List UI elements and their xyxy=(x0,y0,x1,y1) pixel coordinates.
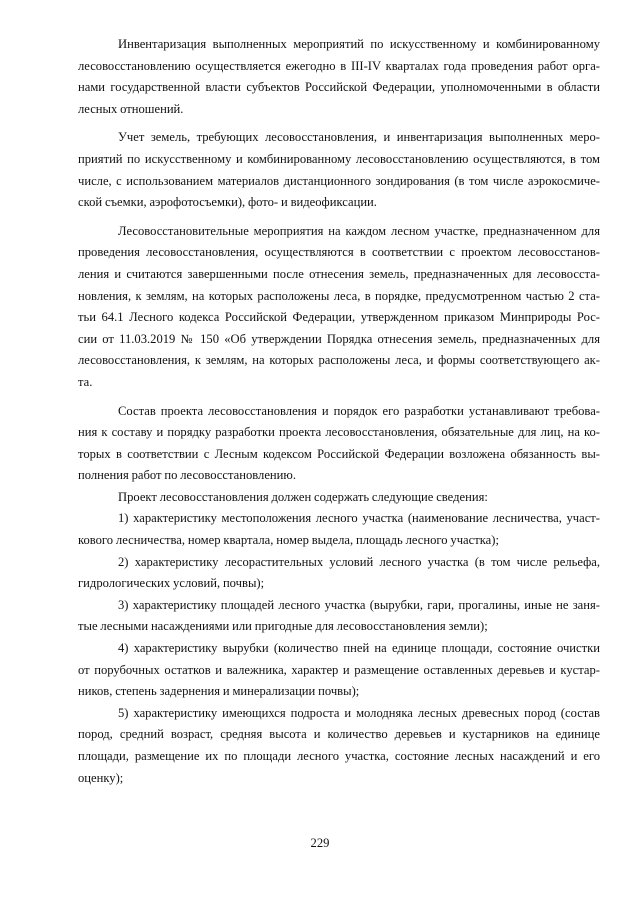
text-line: оценку); xyxy=(78,770,124,785)
text-line: пород, средний возраст, средняя высота и количество деревьев и кустарников на единице xyxy=(78,727,600,742)
paragraph-project-composition xyxy=(78,401,600,487)
paragraph-project-contents-intro xyxy=(78,487,600,509)
paragraph-inventory xyxy=(78,34,600,120)
text-line: Состав проекта лесовосстановления и порядок его разработки устанавливают требова- xyxy=(118,403,600,418)
text-line: тьи 64.1 Лесного кодекса Российской Федерации, утвержденном приказом Минприроды Рос- xyxy=(78,310,600,325)
page-number: 229 xyxy=(310,836,330,850)
text-line: лесовосстановлению осуществляется ежегодно в III-IV кварталах года проведения работ орга- xyxy=(78,58,600,73)
text-line: приятий по искусственному и комбинированному лесовосстановлению осуществляются, в том xyxy=(78,151,600,166)
text-line: 4) характеристику вырубки (количество пней на единице площади, состояние очистки xyxy=(118,641,600,656)
text-line: новления, к землям, на которых расположены леса, в порядке, предусмотренном частью 2 ста- xyxy=(78,288,600,303)
text-line: 5) характеристику имеющихся подроста и молодняка лесных древесных пород (состав xyxy=(118,705,600,720)
text-line: Учет земель, требующих лесовосстановления, и инвентаризация выполненных меро- xyxy=(118,130,600,145)
text-line: числе, с использованием материалов дистанционного зондирования (в том числе аэрокосмиче- xyxy=(78,173,600,188)
text-line: тые лесными насаждениями или пригодные для лесовосстановления земли); xyxy=(78,619,488,634)
text-line: Проект лесовосстановления должен содержать следующие сведения: xyxy=(118,489,488,504)
text-line: гидрологических условий, почвы); xyxy=(78,576,265,591)
text-line: кового лесничества, номер квартала, номер выдела, площадь лесного участка); xyxy=(78,533,499,548)
text-line: полнения работ по лесовосстановлению. xyxy=(78,468,296,483)
list-item-1 xyxy=(78,508,600,551)
text-line: Инвентаризация выполненных мероприятий по искусственному и комбинированному xyxy=(118,37,600,51)
list-item-4 xyxy=(78,638,600,703)
text-line: ской съемки, аэрофотосъемки), фото- и видеофиксации. xyxy=(78,195,377,210)
text-line: ния к составу и порядку разработки проекта лесовосстановления, обязательные для лиц, на ко- xyxy=(78,425,600,440)
text-line: сии от 11.03.2019 № 150 «Об утверждении Порядка отнесения земель, предназначенных для xyxy=(78,331,600,346)
text-line: торых в соответствии с Лесным кодексом Российской Федерации возложена обязанность вы- xyxy=(78,446,600,461)
text-line: ников, степень задернения и минерализации почвы); xyxy=(78,684,360,699)
list-item-3 xyxy=(78,595,600,638)
text-line: 1) характеристику местоположения лесного участка (наименование лесничества, участ- xyxy=(118,511,600,526)
list-item-5 xyxy=(78,703,600,789)
list-item-2 xyxy=(78,552,600,595)
text-line: от порубочных остатков и валежника, характер и размещение оставленных деревьев и кустар- xyxy=(78,662,600,677)
text-line: 3) характеристику площадей лесного участка (вырубки, гари, прогалины, иные не заня- xyxy=(118,597,600,612)
text-line: Лесовосстановительные мероприятия на каждом лесном участке, предназначенном для xyxy=(118,223,600,238)
paragraph-land-accounting xyxy=(78,127,600,213)
text-line: 2) характеристику лесорастительных условий лесного участка (в том числе рельефа, xyxy=(118,554,600,569)
text-line: ления и считаются завершенными после отнесения земель, предназначенных для лесовосста- xyxy=(78,266,600,281)
document-body xyxy=(78,34,600,789)
text-line: лесных отношений. xyxy=(78,101,184,116)
paragraph-reforestation-measures xyxy=(78,221,600,394)
text-line: проведения лесовосстановления, осуществляются в соответствии с проектом лесовосстанов- xyxy=(78,245,600,260)
text-line: площади, размещение их по площади лесного участка, состояние лесных насаждений и его xyxy=(78,749,600,763)
text-line: нами государственной власти субъектов Российской Федерации, уполномоченными в области xyxy=(78,80,600,95)
text-line: та. xyxy=(78,374,93,389)
text-line: лесовосстановления, к землям, на которых расположены леса, и формы соответствующего ак- xyxy=(78,353,600,368)
